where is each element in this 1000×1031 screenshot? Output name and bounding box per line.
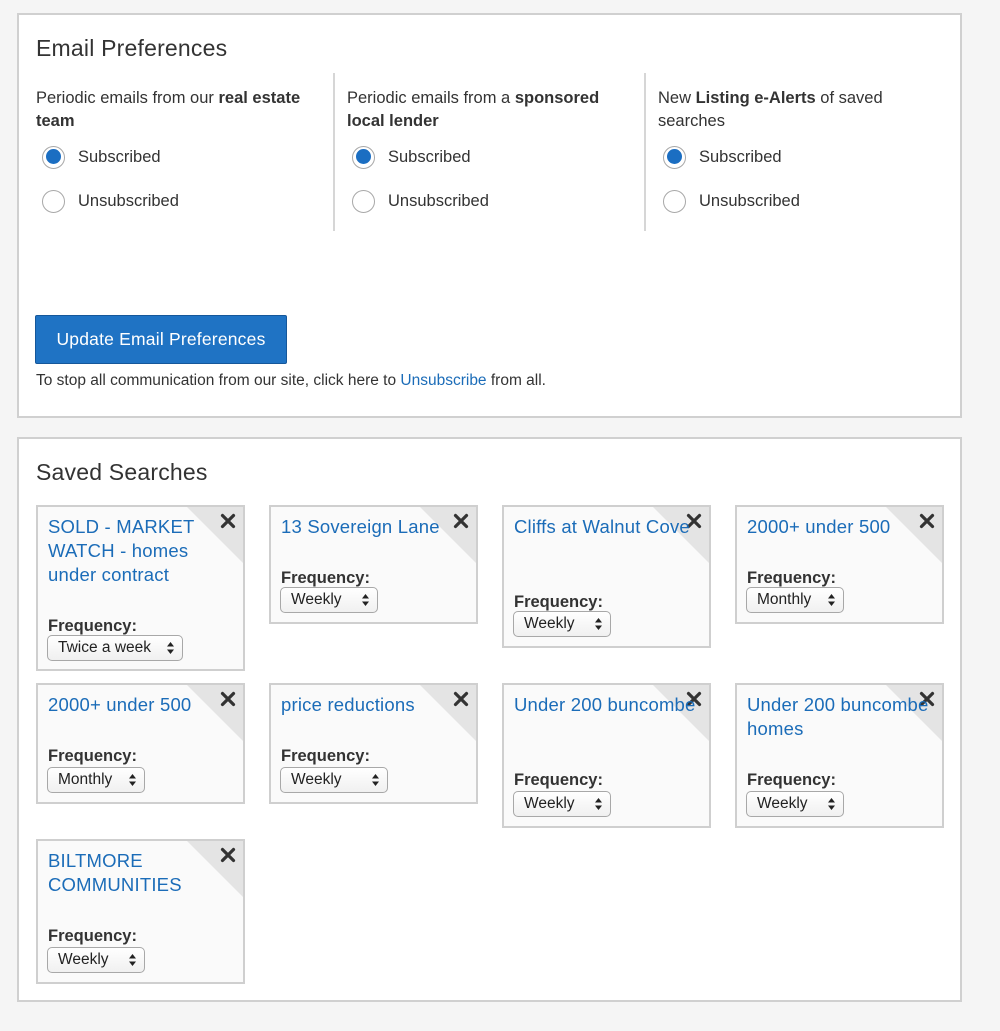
frequency-select-value: Weekly [524,615,575,632]
update-email-preferences-button[interactable]: Update Email Preferences [35,315,287,364]
frequency-select-value: Weekly [291,591,342,608]
frequency-label: Frequency: [48,747,137,765]
frequency-select[interactable] [47,947,145,973]
alerts-unsubscribed-radio[interactable] [663,190,686,213]
frequency-select[interactable] [746,587,844,613]
lender-unsubscribed-radio[interactable] [352,190,375,213]
frequency-label: Frequency: [48,927,137,945]
frequency-select[interactable] [47,635,183,661]
alerts-subscribed-radio[interactable] [663,146,686,169]
lender-subscribed-option[interactable]: Subscribed [352,144,471,170]
saved-search-title-link[interactable]: SOLD - MARKET WATCH - homes under contract [48,516,195,585]
alerts-subscribed-option[interactable]: Subscribed [663,144,782,170]
saved-search-title-link[interactable]: 2000+ under 500 [48,694,192,715]
saved-search-title-link[interactable]: 13 Sovereign Lane [281,516,440,537]
updown-caret-icon [827,797,836,811]
updown-caret-icon [594,797,603,811]
frequency-select[interactable] [746,791,844,817]
saved-search-card [269,505,478,624]
frequency-select-value: Weekly [757,795,808,812]
saved-search-card [36,839,245,984]
saved-search-title-link[interactable]: Cliffs at Walnut Cove [514,516,690,537]
updown-caret-icon [594,617,603,631]
saved-search-card [269,683,478,804]
pref-label-local-lender: Periodic emails from a sponsored local lender [347,89,600,130]
real-estate-unsubscribed-radio[interactable] [42,190,65,213]
frequency-select-value: Weekly [291,771,342,788]
updown-caret-icon [166,641,175,655]
stop-communication-text: To stop all communication from our site, click here to Unsubscribe from all. [36,372,546,389]
frequency-select[interactable] [280,587,378,613]
frequency-select-value: Weekly [58,951,109,968]
pref-column-real-estate-team [36,73,336,231]
saved-search-card [36,505,245,671]
saved-searches-title: Saved Searches [36,459,208,485]
real-estate-subscribed-radio[interactable] [42,146,65,169]
frequency-select-value: Monthly [757,591,812,608]
frequency-label: Frequency: [48,617,137,635]
saved-search-card [36,683,245,804]
alerts-unsubscribed-option[interactable]: Unsubscribed [663,188,800,214]
saved-search-title-link[interactable]: 2000+ under 500 [747,516,891,537]
frequency-label: Frequency: [747,569,836,587]
frequency-select-value: Twice a week [58,639,152,656]
updown-caret-icon [128,953,137,967]
lender-subscribed-radio[interactable] [352,146,375,169]
updown-caret-icon [128,773,137,787]
frequency-label: Frequency: [514,771,603,789]
saved-search-card [502,683,711,828]
updown-caret-icon [827,593,836,607]
email-preferences-panel [17,13,962,418]
real-estate-subscribed-option[interactable]: Subscribed [42,144,161,170]
pref-column-local-lender [333,73,644,231]
saved-search-title-link[interactable]: price reductions [281,694,415,715]
frequency-select-value: Monthly [58,771,113,788]
saved-search-title-link[interactable]: Under 200 buncombe homes [747,694,929,739]
pref-label-listing-alerts: New Listing e-Alerts of saved searches [658,89,883,130]
frequency-select-value: Weekly [524,795,575,812]
saved-search-card [735,505,944,624]
frequency-select[interactable] [513,791,611,817]
unsubscribe-all-link[interactable]: Unsubscribe [400,372,487,389]
saved-search-card [502,505,711,648]
saved-search-card [735,683,944,828]
frequency-select[interactable] [280,767,388,793]
frequency-label: Frequency: [747,771,836,789]
saved-searches-panel [17,437,962,1002]
pref-column-listing-alerts [644,73,944,231]
saved-search-title-link[interactable]: Under 200 buncombe [514,694,696,715]
email-preferences-title: Email Preferences [36,35,228,61]
frequency-select[interactable] [513,611,611,637]
frequency-label: Frequency: [514,593,603,611]
updown-caret-icon [371,773,380,787]
frequency-label: Frequency: [281,747,370,765]
real-estate-unsubscribed-option[interactable]: Unsubscribed [42,188,179,214]
saved-search-title-link[interactable]: BILTMORE COMMUNITIES [48,850,182,895]
frequency-select[interactable] [47,767,145,793]
updown-caret-icon [361,593,370,607]
pref-label-real-estate-team: Periodic emails from our real estate team [36,89,301,130]
frequency-label: Frequency: [281,569,370,587]
lender-unsubscribed-option[interactable]: Unsubscribed [352,188,489,214]
